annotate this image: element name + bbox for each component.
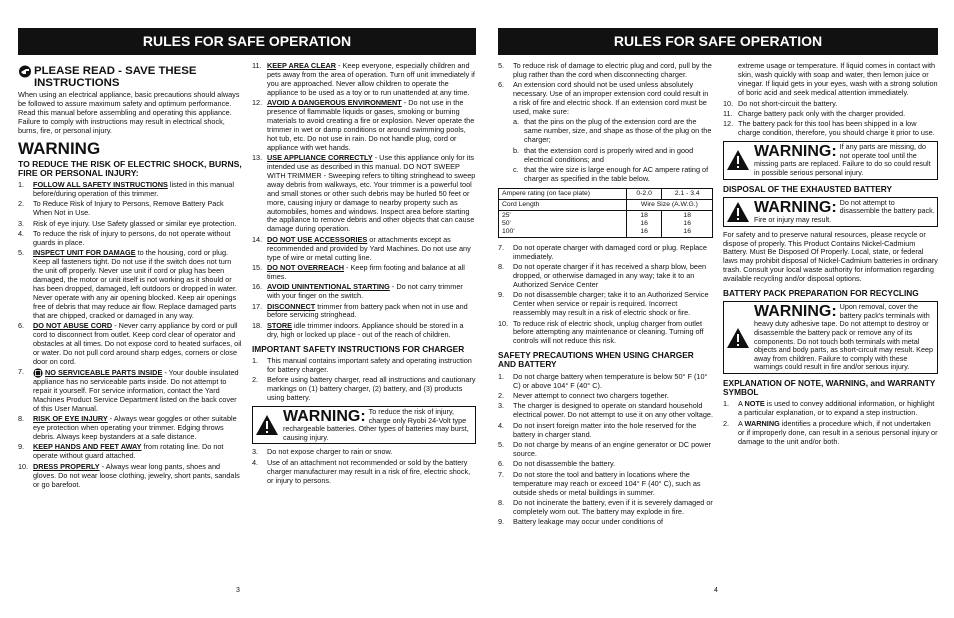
- right-column: [252, 62, 476, 491]
- list-item: [498, 244, 713, 262]
- warning-triangle-icon: [726, 149, 750, 171]
- item-text: [738, 420, 938, 447]
- item-text: [513, 499, 713, 517]
- item-number: 6.: [18, 321, 25, 331]
- safety-item: [252, 62, 476, 98]
- lengths: 25' 50' 100': [499, 210, 627, 237]
- item-text: [524, 166, 713, 184]
- list-item: [498, 62, 713, 80]
- item-body: - Never carry appliance by cord or pull cord to disconnect from outlet. Keep cord clear of operator and obstacles at all times. Do not expose cord to heated surfaces, oil or water. Do not pull cord around sharp edges, corners or close door on cord.: [33, 321, 242, 366]
- item-title: USE APPLIANCE CORRECTLY: [267, 153, 373, 163]
- item-text: [513, 402, 713, 420]
- safety-item: [18, 415, 242, 442]
- warning-word: WARNING:: [754, 198, 837, 216]
- list-item: [513, 118, 713, 145]
- item-number: 1.: [498, 371, 505, 381]
- charger-list-continued: [498, 62, 713, 117]
- item-number: c.: [513, 164, 519, 174]
- list-item: [498, 291, 713, 318]
- item-number: 4.: [252, 457, 259, 467]
- list-item: [513, 166, 713, 184]
- page-3: [18, 28, 476, 491]
- list-item: [498, 422, 713, 440]
- item-text: [267, 303, 476, 321]
- item-body: identifies a procedure which, if not undertaken or if improperly done, can result in a serious personal injury or damage to the unit and/or both.: [738, 418, 938, 446]
- warning-triangle-icon: [255, 414, 279, 436]
- warning-word: WARNING:: [754, 143, 837, 161]
- item-number: 4.: [18, 228, 25, 238]
- item-body: The charger is designed to operate on standard household electrical power. Do not attempt to use it on any other voltage.: [513, 401, 713, 420]
- item-prefix: A: [738, 418, 745, 428]
- item-body: To Reduce Risk of Injury to Persons, Remove Battery Pack When Not in Use.: [33, 199, 224, 218]
- safety-item: [18, 322, 242, 367]
- disposal-text: For safety and to preserve natural resources, please recycle or dispose of properly. This Product Contains Nickel-Cadmium Battery. Must Be Disposed Of Properly. Local, state, or federal laws may prohibit disposal of Nickel-Cadmium batteries in ordinary trash. Consult your local waste authority for information regarding available recycling and/or disposal options.: [723, 229, 938, 284]
- item-text: [33, 249, 242, 320]
- item-text: [33, 220, 242, 229]
- item-body: - Always wear goggles or other suitable eye protection when operating your trimmer. Edging throws debris. Always keep bystanders at a safe distance.: [33, 414, 237, 441]
- safety-item: [18, 368, 242, 414]
- item-body: idle trimmer indoors. Appliance should be stored in a dry, high or locked up place - out of the reach of children.: [267, 320, 464, 339]
- item-body: Use of an attachment not recommended or sold by the battery charger manufacturer may result in a risk of fire, electric shock, or injury to persons.: [267, 457, 471, 485]
- safety-item: [18, 200, 242, 218]
- item-text: [738, 110, 938, 119]
- warning-triangle-icon: [726, 327, 750, 349]
- item-number: 16.: [252, 282, 263, 292]
- item-number: 9.: [498, 517, 505, 527]
- safety-item: [252, 154, 476, 234]
- item-number: 17.: [252, 301, 263, 311]
- item-text: [33, 181, 242, 199]
- ampere-a: 0-2.0: [626, 188, 662, 199]
- item-number: 13.: [252, 153, 263, 163]
- item-text: [513, 320, 713, 347]
- explanation-list: [723, 400, 938, 446]
- item-title: DO NOT ABUSE CORD: [33, 321, 113, 331]
- item-body: or attachments except as recommended and provided by Yard Machines. Do not use any type of wire or metal cutting line.: [267, 234, 471, 262]
- item-title: WARNING: [744, 418, 780, 428]
- item-text: [738, 100, 938, 109]
- page-header: RULES FOR SAFE OPERATION: [498, 28, 938, 55]
- disassemble-warning-box: [723, 197, 938, 227]
- item-body: Do not incinerate the battery, even if it is severely damaged or completely worn out. The battery may explode in fire.: [513, 497, 713, 516]
- list-item: [513, 147, 713, 165]
- item-number: 10.: [498, 318, 509, 328]
- item-text: [524, 147, 713, 165]
- recycling-warning-text: Upon removal, cover the battery pack's terminals with heavy duty adhesive tape. Do not attempt to destroy or disassemble the battery pack or remove any of its components. Do not touch both terminals with metal objects and body parts, as short-circuit may result. Keep away from children. Failure to comply with these warnings could result in fire and/or serious injury.: [754, 302, 933, 372]
- list-item: [498, 471, 713, 498]
- item-number: 7.: [498, 469, 505, 479]
- list-item: [498, 81, 713, 117]
- item-body: Do not operate charger if it has received a sharp blow, been dropped, or otherwise damaged in any way; take it to an Authorized Service Center: [513, 262, 707, 289]
- item-text: [33, 443, 242, 461]
- item-body: to the housing, cord or plug. Keep all fasteners tight. Do not use if the switch does not turn the unit off properly. Never use unit if cord or plug has been damaged, the motor or unit itself is not working as it should or has been dropped, damaged, left outdoors or dropped in water. Never operate with any air opening blocked. Keep air openings free of debris that may reduce air flow. Replace damaged parts that are chipped, cracked or damaged in any way.: [33, 248, 238, 320]
- item-number: 2.: [252, 375, 259, 385]
- item-text: [267, 376, 476, 403]
- list-item: [723, 420, 938, 447]
- ampere-label: Ampere rating (on face plate): [499, 188, 627, 199]
- item-text: [267, 459, 476, 486]
- item-body: - Do not use in the presence of flammable liquids or gases, smoking or burning materials to avoid creating a fire or explosion. Never operate the trimmer in wet or damp conditions or around swimming pools, hot tub, etc. Do not use in rain. Do not handle plug, cord or appliance with wet hands.: [267, 98, 475, 152]
- item-body: is used to convey additional information, or highlight a particular explanation, or to expand a step instruction.: [738, 399, 935, 418]
- disposal-heading: DISPOSAL OF THE EXHAUSTED BATTERY: [723, 183, 893, 194]
- safety-item: [252, 283, 476, 301]
- item-text: [267, 236, 476, 263]
- list-item: [498, 460, 713, 469]
- item-title: DO NOT OVERREACH: [267, 262, 345, 272]
- item-number: 1.: [723, 399, 730, 409]
- item-text: [267, 283, 476, 301]
- extension-cord-table: [498, 188, 713, 238]
- item-number: 9.: [18, 442, 25, 452]
- disassemble-warning-text: Do not attempt to disassemble the battery pack. Fire or injury may result.: [754, 197, 935, 225]
- item-body: Do not operate charger with damaged cord or plug. Replace immediately.: [513, 242, 707, 261]
- item-body: Risk of eye injury. Use Safety glassed or similar eye protection.: [33, 218, 237, 228]
- list-item: [723, 110, 938, 119]
- item-body: listed in this manual before/during operation of this trimmer.: [33, 179, 234, 198]
- list-item: [498, 499, 713, 517]
- item-number: 4.: [498, 420, 505, 430]
- item-body: Do not charge battery when temperature is below 50° F (10° C) or above 104° F (40° C).: [513, 371, 708, 390]
- list-item: [498, 263, 713, 290]
- item-number: 2.: [18, 199, 25, 209]
- item-text: [513, 471, 713, 498]
- item-number: 5.: [18, 248, 25, 258]
- list-item: [498, 402, 713, 420]
- item-title: DO NOT USE ACCESSORIES: [267, 234, 368, 244]
- safety-list-right: [252, 62, 476, 340]
- item-title: RISK OF EYE INJURY: [33, 414, 108, 424]
- item-text: [33, 415, 242, 442]
- extension-cord-sublist: [513, 118, 713, 183]
- charger-warning-box: [252, 406, 476, 444]
- list-item: [252, 459, 476, 486]
- list-item: [498, 441, 713, 459]
- item-body: Never attempt to connect two chargers together.: [513, 390, 669, 400]
- item-title: DRESS PROPERLY: [33, 461, 100, 471]
- safety-item: [252, 303, 476, 321]
- item-number: 8.: [498, 262, 505, 272]
- wire-size-label: Wire Size (A.W.G.): [626, 199, 712, 210]
- item-number: b.: [513, 145, 520, 155]
- item-text: [267, 322, 476, 340]
- item-prefix: A: [738, 399, 745, 409]
- safety-item: [252, 264, 476, 282]
- item-text: [738, 120, 938, 138]
- item-number: 12.: [252, 98, 263, 108]
- item-title: NO SERVICEABLE PARTS INSIDE: [45, 367, 163, 377]
- item-number: 3.: [18, 218, 25, 228]
- safety-item: [252, 236, 476, 263]
- item-number: 10.: [723, 98, 734, 108]
- safety-item: [252, 99, 476, 152]
- list-item: [498, 320, 713, 347]
- item-number: 6.: [498, 459, 505, 469]
- item-text: [524, 118, 713, 145]
- item-title: AVOID A DANGEROUS ENVIRONMENT: [267, 98, 402, 108]
- item-number: 12.: [723, 119, 734, 129]
- item-body: Do not insert foreign matter into the hole reserved for the battery in charger stand.: [513, 420, 697, 439]
- battery-list-2: [723, 100, 938, 139]
- item-body: To reduce risk of damage to electric plug and cord, pull by the plug rather than the cord when disconnecting charger.: [513, 61, 712, 79]
- ampere-b: 2.1 - 3.4: [662, 188, 713, 199]
- page-4: [498, 28, 938, 529]
- charger-list: [252, 357, 476, 403]
- battery-continued-text: extreme usage or temperature. If liquid comes in contact with skin, wash quickly with soap and water, then lemon juice or vinegar. If liquid gets in your eyes, wash with a strong solution of boric acid and seek medical attention immediately.: [738, 61, 938, 97]
- recycling-warning-box: [723, 301, 938, 374]
- item-body: that the extension cord is properly wired and in good electrical conditions; and: [524, 145, 694, 164]
- item-body: - Always wear long pants, shoes and gloves. Do not wear loose clothing, jewelry, short pants, sandals or go barefoot.: [33, 461, 240, 489]
- item-body: trimmer from battery pack when not in use and before servicing stringhead.: [267, 301, 468, 320]
- item-body: The battery pack for this tool has been shipped in a low charge condition, therefore, you should charge it prior to use.: [738, 119, 935, 138]
- item-body: that the pins on the plug of the extension cord are the same number, size, and shape as those of the plug on the charger;: [524, 117, 712, 145]
- safety-item: [18, 220, 242, 229]
- charger-heading: IMPORTANT SAFETY INSTRUCTIONS FOR CHARGER: [252, 343, 465, 354]
- warning-heading: WARNING: [18, 138, 101, 158]
- missing-parts-warning-box: [723, 141, 938, 179]
- left-column: [18, 62, 242, 491]
- item-body: that the wire size is large enough for AC ampere rating of charger as specified in the table below.: [524, 164, 709, 183]
- list-item: [252, 448, 476, 457]
- item-number: 10.: [18, 461, 29, 471]
- item-number: 5.: [498, 440, 505, 449]
- item-number: 14.: [252, 234, 263, 244]
- item-body: Do not store the tool and battery in locations where the temperature may reach or exceed 104° F (40° C), such as outside sheds or metal buildings in summer.: [513, 469, 701, 497]
- right-column: [723, 62, 938, 529]
- item-body: To reduce risk of electric shock, unplug charger from outlet before attempting any maintenance or cleaning. Turning off controls will not reduce this risk.: [513, 318, 704, 346]
- missing-parts-warning-text: If any parts are missing, do not operate tool until the missing parts are replaced. Failure to do so could result in possible serious personal injury.: [754, 142, 931, 178]
- item-text: [267, 448, 476, 457]
- item-body: Do not charge by means of an engine generator or DC power source.: [513, 440, 711, 458]
- item-title: FOLLOW ALL SAFETY INSTRUCTIONS: [33, 179, 168, 189]
- item-number: 7.: [18, 367, 25, 377]
- item-number: 3.: [498, 401, 505, 411]
- please-read-heading: [18, 65, 242, 89]
- list-item: [252, 376, 476, 403]
- item-number: 11.: [252, 61, 262, 70]
- item-number: 8.: [18, 414, 25, 424]
- item-text: [513, 244, 713, 262]
- item-body: An extension cord should not be used unless absolutely necessary. Use of an improper extension cord could result in a risk of fire and electric shock. If an extension cord must be used, make sure:: [513, 80, 709, 117]
- item-body: Do not short-circuit the battery.: [738, 98, 838, 108]
- charger-list-2: [252, 448, 476, 485]
- wire-col-b: 18 16 16: [662, 210, 713, 237]
- warning-triangle-icon: [726, 201, 750, 223]
- page-number-3: 3: [236, 587, 240, 594]
- please-read-text: When using an electrical appliance, basic precautions should always be followed to assure maximum safety and optimum performance. Read this manual before assembling and operating this appliance. Failure to comply with instructions may result in electrical shock, burns, fire, or personal injury.: [18, 90, 240, 135]
- safety-item: [18, 230, 242, 248]
- safety-list-left: [18, 181, 242, 490]
- item-body: - Keep everyone, especially children and pets away from the area of operation. Turn off unit immediately if you are approached. Never allow children to operate the appliance to be used as a toy or to run unattended at any time.: [267, 61, 475, 97]
- item-body: - Use this appliance only for its intended use as described in this manual. DO NOT SWEEP WITH TRIMMER - Sweeping refers to tilting stringhead to sweep away debris from walkways, etc. Your trimmer is a powerful tool and small stones or other such debris may be hurled 50 feet or more, causing injury or damage to nearby property such as automobiles, homes and windows. Inspect area before starting the appliance to remove debris and other objects that can cause damage during operation.: [267, 153, 476, 234]
- item-number: 7.: [498, 242, 505, 252]
- item-number: 1.: [18, 179, 25, 189]
- item-number: 9.: [498, 290, 505, 300]
- item-number: 2.: [723, 418, 730, 428]
- item-title: DISCONNECT: [267, 301, 316, 311]
- item-text: [513, 441, 713, 459]
- item-text: [738, 400, 938, 418]
- item-text: [267, 154, 476, 234]
- safety-item: [18, 249, 242, 320]
- item-text: [267, 99, 476, 152]
- item-body: This manual contains important safety and operating instruction for battery charger.: [267, 355, 472, 374]
- item-body: To reduce the risk of injury to persons, do not operate without guards in place.: [33, 228, 231, 247]
- safety-item: [252, 322, 476, 340]
- please-read-title: PLEASE READ - SAVE THESE INSTRUCTIONS: [34, 65, 197, 89]
- explanation-heading: EXPLANATION OF NOTE, WARNING, and WARRANTY SYMBOL: [723, 378, 936, 398]
- item-number: 2.: [498, 390, 505, 400]
- wire-col-a: 18 16 16: [626, 210, 662, 237]
- item-number: 1.: [252, 355, 259, 365]
- item-title: INSPECT UNIT FOR DAMAGE: [33, 248, 136, 258]
- list-item: [723, 120, 938, 138]
- item-text: [33, 368, 242, 414]
- item-body: - Your double insulated appliance has no serviceable parts inside. Do not attempt to repair it yourself. For service information, contact the Yard Machines Product Service Department listed on the back cover of this User Manual.: [33, 367, 239, 413]
- item-number: 11.: [723, 109, 733, 119]
- item-number: 3.: [252, 447, 259, 457]
- item-text: [513, 460, 713, 469]
- item-title: NOTE: [744, 399, 765, 409]
- item-text: [513, 263, 713, 290]
- battery-safety-heading: SAFETY PRECAUTIONS WHEN USING CHARGER AND BATTERY: [498, 350, 694, 370]
- safety-item: [18, 463, 242, 490]
- list-item: [498, 518, 713, 527]
- item-title: STORE: [267, 320, 293, 330]
- list-item: [498, 373, 713, 391]
- item-number: 6.: [498, 80, 505, 90]
- item-body: from rotating line. Do not operate without guard attached.: [33, 442, 224, 461]
- item-text: [513, 62, 713, 80]
- item-title: KEEP HANDS AND FEET AWAY: [33, 442, 142, 452]
- safety-item: [18, 443, 242, 461]
- item-number: a.: [513, 117, 520, 127]
- item-body: Before using battery charger, read all instructions and cautionary markings on (1) battery charger, (2) battery, and (3) products using battery.: [267, 375, 476, 403]
- item-number: 18.: [252, 320, 263, 330]
- item-title: KEEP AREA CLEAR: [267, 61, 337, 70]
- warning-word: WARNING:: [754, 303, 837, 321]
- item-text: [267, 357, 476, 375]
- item-body: - Do not carry trimmer with your finger on the switch.: [267, 282, 463, 301]
- left-column: [498, 62, 713, 529]
- item-body: Do not expose charger to rain or snow.: [267, 447, 393, 457]
- item-body: Battery leakage may occur under conditions of: [513, 517, 664, 527]
- item-body: Charge battery pack only with the charger provided.: [738, 109, 906, 119]
- item-text: [513, 81, 713, 117]
- item-number: 15.: [252, 262, 263, 272]
- item-text: [513, 291, 713, 318]
- hand-pointing-icon: [18, 65, 32, 78]
- cord-length-label: Cord Length: [499, 199, 627, 210]
- list-item: [723, 400, 938, 418]
- item-title: AVOID UNINTENTIONAL STARTING: [267, 282, 390, 292]
- safety-item: [18, 181, 242, 199]
- item-text: [33, 463, 242, 490]
- page-number-4: 4: [714, 587, 718, 594]
- charger-list-b: [498, 244, 713, 346]
- item-text: [33, 322, 242, 367]
- recycling-prep-heading: BATTERY PACK PREPARATION FOR RECYCLING: [723, 288, 919, 299]
- item-number: 8.: [498, 497, 505, 507]
- warning-subheading: TO REDUCE THE RISK OF ELECTRIC SHOCK, BURNS, FIRE OR PERSONAL INJURY:: [18, 158, 242, 178]
- item-text: [267, 62, 476, 98]
- warning-word: WARNING:: [283, 407, 366, 425]
- item-body: Do not disassemble charger; take it to an Authorized Service Center when service or repair is required. Incorrect reassembly may result in a risk of electric shock or fire.: [513, 290, 709, 318]
- item-text: [513, 422, 713, 440]
- item-text: [513, 373, 713, 391]
- charger-warning-text: To reduce the risk of injury, charge only Ryobi 24-Volt type rechargeable batteries. Other types of batteries may burst, causing injury.: [283, 406, 469, 442]
- list-item: [498, 392, 713, 401]
- item-text: [267, 264, 476, 282]
- list-item: [252, 357, 476, 375]
- item-text: [33, 200, 242, 218]
- battery-list: [498, 373, 713, 528]
- list-item: [723, 100, 938, 109]
- item-body: - Keep firm footing and balance at all times.: [267, 262, 465, 281]
- item-text: [513, 518, 713, 527]
- item-body: Do not disassemble the battery.: [513, 459, 616, 469]
- item-number: 5.: [498, 61, 505, 70]
- page-header: RULES FOR SAFE OPERATION: [18, 28, 476, 55]
- item-text: [33, 230, 242, 248]
- item-text: [513, 392, 713, 401]
